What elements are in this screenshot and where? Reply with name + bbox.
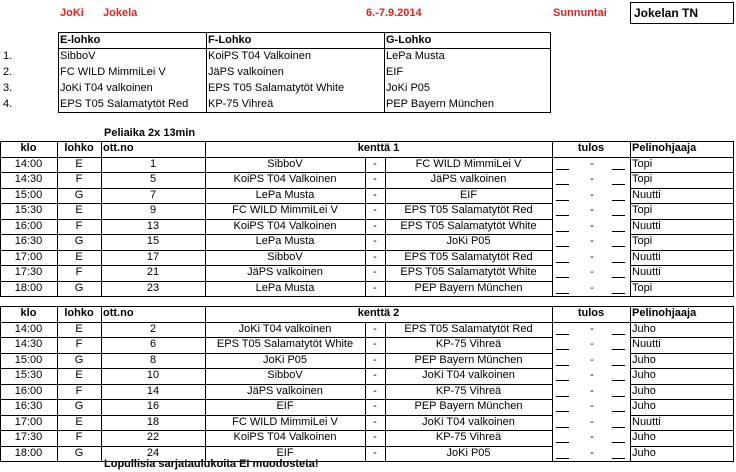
score-input[interactable]	[612, 380, 625, 381]
grid-line	[630, 157, 734, 158]
match-time: 18:00	[14, 446, 43, 459]
score-input[interactable]	[612, 200, 625, 201]
grid-line	[0, 141, 552, 142]
score-input[interactable]	[612, 169, 625, 170]
away-team: KP-75 Vihreä	[435, 431, 502, 443]
grid-line	[0, 157, 552, 158]
coach-name: Juho	[632, 446, 656, 459]
coach-name: Topi	[632, 204, 653, 216]
grid-line	[57, 306, 58, 462]
grid-line	[630, 415, 734, 416]
score-input[interactable]	[612, 246, 625, 247]
grid-line	[0, 281, 552, 282]
grid-line	[630, 203, 734, 204]
score-dash: -	[590, 204, 594, 216]
score-input[interactable]	[556, 200, 569, 201]
match-group: G	[74, 281, 84, 294]
grid-line	[58, 32, 550, 33]
grid-line	[0, 306, 1, 462]
match-separator: -	[373, 219, 377, 232]
header-klo: klo	[20, 307, 37, 319]
match-separator: -	[373, 353, 377, 366]
match-separator: -	[373, 173, 377, 185]
grid-line	[630, 296, 734, 297]
coach-name: Topi	[632, 281, 653, 294]
home-team: LePa Musta	[255, 281, 315, 294]
coach-name: Juho	[632, 369, 656, 381]
away-team: JoKi T04 valkoinen	[422, 369, 515, 381]
match-group: G	[74, 400, 84, 412]
match-group: F	[75, 219, 83, 232]
score-input[interactable]	[612, 334, 625, 335]
home-team: SibboV	[267, 369, 303, 381]
score-dash: -	[590, 415, 594, 428]
score-input[interactable]	[556, 365, 569, 366]
match-number: 8	[149, 353, 157, 366]
grid-line	[552, 141, 553, 297]
grid-line	[630, 250, 734, 251]
match-group: E	[75, 157, 83, 170]
grid-line	[0, 219, 552, 220]
venue-name: Jokelan TN	[634, 6, 699, 20]
grid-line	[0, 446, 552, 447]
away-team: PEP Bayern München	[414, 400, 523, 412]
away-team: EPS T05 Salamatytöt Red	[404, 250, 533, 263]
grid-line	[58, 48, 550, 49]
score-input[interactable]	[612, 458, 625, 459]
match-separator: -	[373, 384, 377, 397]
match-number: 2	[149, 322, 157, 335]
match-group: G	[74, 353, 84, 366]
group-team: EPS T05 Salamatytöt White	[208, 82, 345, 94]
grid-line	[630, 306, 631, 462]
home-team: LePa Musta	[255, 188, 315, 201]
grid-line	[630, 430, 734, 431]
score-input[interactable]	[612, 231, 625, 232]
score-input[interactable]	[612, 396, 625, 397]
play-time: Peliaika 2x 13min	[104, 127, 196, 139]
score-dash: -	[590, 266, 594, 278]
coach-name: Topi	[632, 173, 653, 185]
group-team: EPS T05 Salamatytöt Red	[60, 98, 189, 110]
score-input[interactable]	[556, 231, 569, 232]
group-team: KP-75 Vihreä	[208, 98, 274, 110]
score-input[interactable]	[612, 277, 625, 278]
group-team: LePa Musta	[386, 50, 445, 62]
match-number: 23	[146, 281, 160, 294]
grid-line	[57, 141, 58, 297]
score-input[interactable]	[556, 262, 569, 263]
match-separator: -	[373, 369, 377, 381]
away-team: PEP Bayern München	[414, 353, 523, 366]
home-team: EPS T05 Salamatytöt White	[216, 338, 354, 350]
score-input[interactable]	[556, 411, 569, 412]
away-team: JäPS valkoinen	[430, 173, 507, 185]
grid-line	[384, 32, 385, 113]
home-team: KoiPS T04 Valkoinen	[233, 173, 337, 185]
score-dash: -	[590, 250, 594, 263]
grid-line	[630, 172, 734, 173]
grid-line	[630, 368, 734, 369]
grid-line	[630, 281, 734, 282]
match-time: 16:30	[14, 400, 43, 412]
group-rank-number: 4.	[3, 98, 13, 110]
coach-name: Juho	[632, 384, 656, 397]
header-lohko: lohko	[64, 142, 94, 154]
group-team: JoKi P05	[386, 82, 431, 94]
home-team: KoiPS T04 Valkoinen	[233, 219, 337, 232]
match-time: 16:00	[14, 219, 43, 232]
match-group: G	[74, 235, 84, 247]
footer-note: Lopullisia sarjataulukoita EI muodosteta!	[104, 458, 319, 470]
grid-line	[205, 141, 206, 297]
score-input[interactable]	[556, 427, 569, 428]
score-input[interactable]	[556, 380, 569, 381]
grid-line	[552, 141, 630, 142]
header-klo: klo	[20, 142, 37, 154]
match-separator: -	[373, 157, 377, 170]
coach-name: Juho	[632, 322, 656, 335]
score-input[interactable]	[556, 184, 569, 185]
match-group: G	[74, 188, 84, 201]
grid-line	[630, 399, 734, 400]
grid-line	[58, 32, 59, 113]
place-name: Jokela	[103, 7, 138, 19]
header-field: kenttä 2	[357, 307, 400, 319]
group-title: E-lohko	[60, 34, 101, 46]
group-team: SibboV	[60, 50, 96, 62]
match-separator: -	[373, 204, 377, 216]
match-time: 15:30	[14, 204, 43, 216]
grid-line	[0, 384, 552, 385]
match-time: 14:30	[14, 173, 43, 185]
home-team: JoKi P05	[262, 353, 308, 366]
away-team: EPS T05 Salamatytöt White	[400, 219, 537, 232]
score-input[interactable]	[556, 334, 569, 335]
score-dash: -	[590, 431, 594, 443]
grid-line	[101, 141, 102, 297]
away-team: PEP Bayern München	[414, 281, 523, 294]
home-team: LePa Musta	[255, 235, 315, 247]
coach-name: Topi	[632, 235, 653, 247]
grid-line	[0, 399, 552, 400]
score-input[interactable]	[612, 427, 625, 428]
score-input[interactable]	[556, 458, 569, 459]
match-time: 17:30	[14, 266, 43, 278]
score-input[interactable]	[612, 442, 625, 443]
grid-line	[552, 306, 553, 462]
match-number: 5	[149, 173, 157, 185]
away-team: EPS T05 Salamatytöt Red	[404, 204, 533, 216]
score-input[interactable]	[556, 246, 569, 247]
group-title: G-Lohko	[386, 34, 432, 46]
score-input[interactable]	[556, 293, 569, 294]
match-time: 15:00	[14, 188, 43, 201]
coach-name: Nuutti	[632, 338, 661, 350]
match-group: E	[75, 369, 83, 381]
grid-line	[206, 32, 207, 113]
grid-line	[552, 306, 630, 307]
match-separator: -	[373, 446, 377, 459]
match-separator: -	[373, 266, 377, 278]
org-name: JoKi	[60, 7, 84, 19]
grid-line	[0, 430, 552, 431]
grid-line	[0, 141, 1, 297]
grid-line	[630, 265, 734, 266]
grid-line	[733, 306, 734, 462]
grid-line	[733, 141, 734, 297]
coach-name: Nuutti	[632, 188, 661, 201]
grid-line	[0, 296, 552, 297]
match-time: 15:00	[14, 353, 43, 366]
match-time: 17:00	[14, 415, 43, 428]
score-dash: -	[590, 446, 594, 459]
grid-line	[0, 415, 552, 416]
match-number: 15	[146, 235, 160, 247]
match-separator: -	[373, 322, 377, 335]
group-rank-number: 2.	[3, 66, 13, 78]
grid-line	[101, 306, 102, 462]
coach-name: Nuutti	[632, 250, 661, 263]
match-time: 17:00	[14, 250, 43, 263]
match-number: 7	[149, 188, 157, 201]
match-time: 18:00	[14, 281, 43, 294]
score-dash: -	[590, 219, 594, 232]
score-input[interactable]	[612, 184, 625, 185]
match-separator: -	[373, 338, 377, 350]
header-tulos: tulos	[577, 307, 605, 319]
coach-name: Nuutti	[632, 415, 661, 428]
score-dash: -	[590, 281, 594, 294]
grid-line	[0, 265, 552, 266]
grid-line	[630, 337, 734, 338]
grid-line	[630, 141, 631, 297]
group-team: PEP Bayern München	[386, 98, 495, 110]
match-number: 24	[146, 446, 160, 459]
coach-name: Juho	[632, 431, 656, 443]
grid-line	[0, 203, 552, 204]
match-group: E	[75, 415, 83, 428]
coach-name: Juho	[632, 353, 656, 366]
score-dash: -	[590, 322, 594, 335]
score-input[interactable]	[556, 215, 569, 216]
grid-line	[0, 188, 552, 189]
away-team: KP-75 Vihreä	[435, 338, 502, 350]
header-lohko: lohko	[64, 307, 94, 319]
group-team: KoiPS T04 Valkoinen	[208, 50, 311, 62]
away-team: JoKi P05	[446, 235, 491, 247]
match-group: G	[74, 446, 84, 459]
home-team: FC WILD MimmiLei V	[232, 415, 338, 428]
match-group: E	[75, 322, 83, 335]
match-group: E	[75, 204, 83, 216]
score-input[interactable]	[612, 262, 625, 263]
score-dash: -	[590, 369, 594, 381]
home-team: SibboV	[267, 250, 303, 263]
match-time: 17:30	[14, 431, 43, 443]
home-team: JäPS valkoinen	[247, 266, 323, 278]
match-group: F	[75, 431, 83, 443]
home-team: SibboV	[267, 157, 303, 170]
coach-name: Juho	[632, 400, 656, 412]
score-input[interactable]	[612, 365, 625, 366]
match-time: 14:00	[14, 157, 43, 170]
group-rank-number: 3.	[3, 82, 13, 94]
grid-line	[0, 353, 552, 354]
match-separator: -	[373, 431, 377, 443]
home-team: KoiPS T04 Valkoinen	[233, 431, 337, 443]
grid-line	[630, 306, 734, 307]
score-dash: -	[590, 353, 594, 366]
match-number: 21	[146, 266, 160, 278]
match-number: 18	[146, 415, 160, 428]
grid-line	[552, 296, 630, 297]
header-coach: Pelinohjaaja	[632, 142, 697, 154]
grid-line	[630, 141, 734, 142]
away-team: EIF	[459, 188, 478, 201]
grid-line	[0, 337, 552, 338]
grid-line	[630, 219, 734, 220]
grid-line	[552, 157, 630, 158]
away-team: JoKi P05	[446, 446, 491, 459]
group-team: JoKi T04 valkoinen	[60, 82, 153, 94]
score-input[interactable]	[612, 293, 625, 294]
match-time: 16:30	[14, 235, 43, 247]
away-team: JoKi T04 valkoinen	[422, 415, 515, 428]
match-time: 14:30	[14, 338, 43, 350]
match-time: 15:30	[14, 369, 43, 381]
match-number: 6	[149, 338, 157, 350]
score-input[interactable]	[556, 396, 569, 397]
header-ott: ott.no	[103, 307, 134, 319]
match-number: 13	[146, 219, 160, 232]
coach-name: Topi	[632, 157, 653, 170]
match-number: 10	[146, 369, 160, 381]
grid-line	[630, 353, 734, 354]
match-number: 22	[146, 431, 160, 443]
away-team: KP-75 Vihreä	[435, 384, 502, 397]
grid-line	[365, 322, 366, 463]
match-group: F	[75, 173, 83, 185]
group-title: F-Lohko	[208, 34, 252, 46]
coach-name: Nuutti	[632, 266, 661, 278]
away-team: FC WILD MimmiLei V	[415, 157, 522, 170]
grid-line	[630, 234, 734, 235]
grid-line	[0, 172, 552, 173]
match-number: 14	[146, 384, 160, 397]
venue-box	[630, 2, 734, 24]
group-team: JäPS valkoinen	[208, 66, 284, 78]
match-separator: -	[373, 415, 377, 428]
home-team: FC WILD MimmiLei V	[232, 204, 338, 216]
score-dash: -	[590, 338, 594, 350]
group-rank-number: 1.	[3, 50, 13, 62]
header-coach: Pelinohjaaja	[632, 307, 697, 319]
grid-line	[58, 112, 550, 113]
score-input[interactable]	[556, 349, 569, 350]
match-separator: -	[373, 400, 377, 412]
match-number: 1	[149, 157, 157, 170]
score-input[interactable]	[612, 349, 625, 350]
grid-line	[205, 306, 206, 462]
grid-line	[0, 306, 552, 307]
score-dash: -	[590, 235, 594, 247]
score-input[interactable]	[556, 169, 569, 170]
score-dash: -	[590, 173, 594, 185]
grid-line	[385, 157, 386, 298]
score-dash: -	[590, 188, 594, 201]
match-group: E	[75, 250, 83, 263]
match-time: 16:00	[14, 384, 43, 397]
coach-name: Nuutti	[632, 219, 661, 232]
grid-line	[0, 322, 552, 323]
grid-line	[385, 322, 386, 463]
score-input[interactable]	[556, 442, 569, 443]
match-group: F	[75, 384, 83, 397]
grid-line	[0, 368, 552, 369]
match-time: 14:00	[14, 322, 43, 335]
match-group: F	[75, 266, 83, 278]
event-day: Sunnuntai	[553, 7, 607, 19]
score-input[interactable]	[556, 277, 569, 278]
grid-line	[550, 32, 551, 113]
match-number: 9	[149, 204, 157, 216]
home-team: JäPS valkoinen	[247, 384, 323, 397]
grid-line	[630, 384, 734, 385]
match-separator: -	[373, 281, 377, 294]
score-dash: -	[590, 400, 594, 412]
header-field: kenttä 1	[357, 142, 400, 154]
match-group: F	[75, 338, 83, 350]
group-team: EIF	[386, 66, 404, 78]
grid-line	[630, 446, 734, 447]
grid-line	[0, 250, 552, 251]
match-separator: -	[373, 188, 377, 201]
home-team: EIF	[276, 446, 294, 459]
grid-line	[552, 461, 630, 462]
match-number: 17	[146, 250, 160, 263]
grid-line	[630, 188, 734, 189]
home-team: EIF	[276, 400, 294, 412]
header-ott: ott.no	[103, 142, 134, 154]
away-team: EPS T05 Salamatytöt White	[400, 266, 537, 278]
grid-line	[630, 461, 734, 462]
group-team: FC WILD MimmiLei V	[60, 66, 166, 78]
away-team: EPS T05 Salamatytöt Red	[404, 322, 533, 335]
event-date: 6.-7.9.2014	[366, 7, 422, 19]
grid-line	[552, 322, 630, 323]
score-input[interactable]	[612, 215, 625, 216]
grid-line	[365, 157, 366, 298]
score-input[interactable]	[612, 411, 625, 412]
grid-line	[0, 234, 552, 235]
grid-line	[630, 322, 734, 323]
score-dash: -	[590, 384, 594, 397]
match-separator: -	[373, 250, 377, 263]
match-separator: -	[373, 235, 377, 247]
header-tulos: tulos	[577, 142, 605, 154]
home-team: JoKi T04 valkoinen	[238, 322, 332, 335]
score-dash: -	[590, 157, 594, 170]
match-number: 16	[146, 400, 160, 412]
